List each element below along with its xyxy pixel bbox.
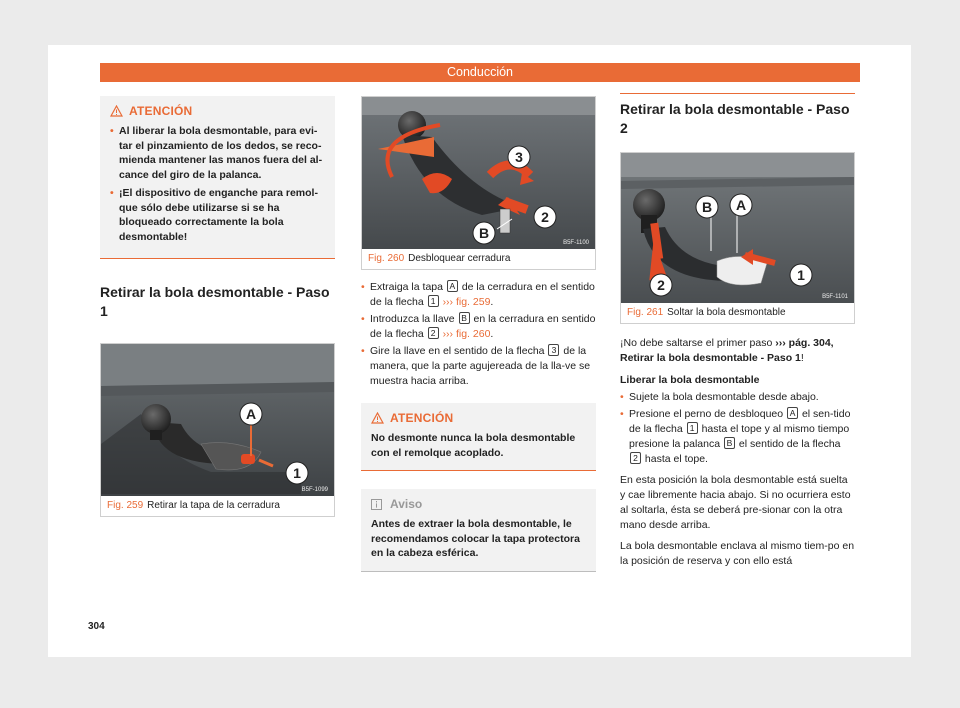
towbar-photo-1 [101,344,334,496]
warning-box [361,403,596,471]
step-text: Gire la llave en el sentido de la flecha [370,345,545,357]
figure-261 [620,152,855,324]
step-text: Extraiga la tapa [370,281,443,293]
figure-label: Fig. 261 [627,307,664,318]
warning-triangle-icon [110,105,123,117]
marker-3: 3 [515,149,523,165]
towbar-photo-2 [362,97,595,249]
figure-code: B5F-1100 [563,240,589,246]
key-label: 1 [687,422,698,434]
key-label: B [459,312,470,324]
step-text: . [490,296,494,308]
figure-caption [362,249,595,269]
figure-image [362,97,595,249]
bullet-item [620,390,855,405]
bullet-text: el sen-tido de la flecha [629,408,851,435]
figure-link[interactable]: ››› fig. 260 [442,328,491,340]
figure-image [621,153,854,303]
page-number: 304 [88,621,105,632]
marker-A: A [735,197,747,213]
figure-caption [621,303,854,323]
key-label: A [447,280,458,292]
section-title: Retirar la bola desmontable - Paso 1 [100,284,330,319]
note-box [361,489,596,572]
step-text: . [490,328,494,340]
figure-caption [101,496,334,516]
key-label: B [724,437,735,449]
key-label: 2 [630,452,641,464]
towbar-photo-3 [621,153,854,303]
key-label: 3 [548,344,559,356]
intro-paragraph [620,336,855,366]
warning-triangle-icon [371,412,384,424]
intro-text: ! [800,352,804,364]
figure-code: B5F-1101 [822,294,848,300]
steps-list [361,280,596,389]
step-item [361,280,596,310]
bullet-text: hasta el tope. [644,453,708,465]
marker-1: 1 [293,465,301,481]
page-header: Conducción [100,63,860,82]
marker-A: A [245,406,257,422]
figure-259 [100,343,335,517]
bullet-item [620,407,855,467]
page-link[interactable]: ››› pág. 304, Retirar la bola desmontable - Paso 1 [620,337,834,364]
key-label: A [787,407,798,419]
column-1 [100,96,335,517]
step-text: Introduzca la llave [370,313,455,325]
marker-2: 2 [657,277,665,293]
intro-text: ¡No debe saltarse el primer paso [620,337,773,349]
marker-B: B [478,225,490,241]
column-3 [620,96,855,569]
marker-1: 1 [797,267,805,283]
bullet-text: el sentido de la flecha [738,438,841,450]
column-2 [361,96,596,572]
step-item [361,344,596,389]
step-text: en la cerradura en sentido de la flecha [370,313,596,340]
figure-260 [361,96,596,270]
figure-link[interactable]: ››› fig. 259 [442,296,491,308]
key-label: 2 [428,327,439,339]
figure-image [101,344,334,496]
note-text: Antes de extraer la bola desmontable, le recomendamos colocar la tapa protectora en la cabeza esférica. [371,518,580,559]
note-title-text: Aviso [390,497,423,511]
figure-caption-text: Soltar la bola desmontable [667,307,786,318]
figure-caption-text: Desbloquear cerradura [408,253,511,264]
paragraph: La bola desmontable enclava al mismo tiem-po en la posición de reserva y con ello está [620,540,855,567]
bullet-text: hasta el tope y al mismo tiempo presione la palanca [629,423,850,450]
warning-title-text: ATENCIÓN [390,411,454,425]
key-label: 1 [428,295,439,307]
note-title [371,497,586,511]
step-text: de la cerradura en el sentido de la flecha [370,281,595,308]
section-title: Retirar la bola desmontable - Paso 2 [620,93,855,138]
warning-title [110,104,325,118]
marker-B: B [701,199,713,215]
warning-title-text: ATENCIÓN [129,104,193,118]
bullet-list [620,390,855,467]
marker-2: 2 [541,209,549,225]
info-square-icon [371,499,382,510]
bullet-text: Sujete la bola desmontable desde abajo. [629,391,819,403]
figure-label: Fig. 260 [368,253,405,264]
figure-code: B5F-1099 [301,487,328,493]
step-text: de la manera, que la parte agujereada de la lla-ve se muestra hacia arriba. [370,345,591,387]
warning-item: • ¡El dispositivo de enganche para remol-que sólo debe utilizarse si se ha bloqueado correctamente la bola desmontable! [110,186,325,244]
step-item [361,312,596,342]
figure-label: Fig. 259 [107,500,144,511]
subheading: Liberar la bola desmontable [620,374,760,386]
bullet-text: Presione el perno de desbloqueo [629,408,784,420]
figure-caption-text: Retirar la tapa de la cerradura [147,500,280,511]
warning-title [371,411,586,425]
warning-box [100,96,335,259]
paragraph: En esta posición la bola desmontable está suelta y cae libremente hacia abajo. Si no ocurriera esto al soltarla, ésta se deberá pre-sionar con la otra mano desde arriba. [620,474,851,531]
warning-item: • Al liberar la bola desmontable, para evi-tar el pinzamiento de los dedos, se reco-mienda mantener las manos fuera del al-cance del giro de la palanca. [110,124,325,182]
warning-text: No desmonte nunca la bola desmontable con el remolque acoplado. [371,432,576,459]
